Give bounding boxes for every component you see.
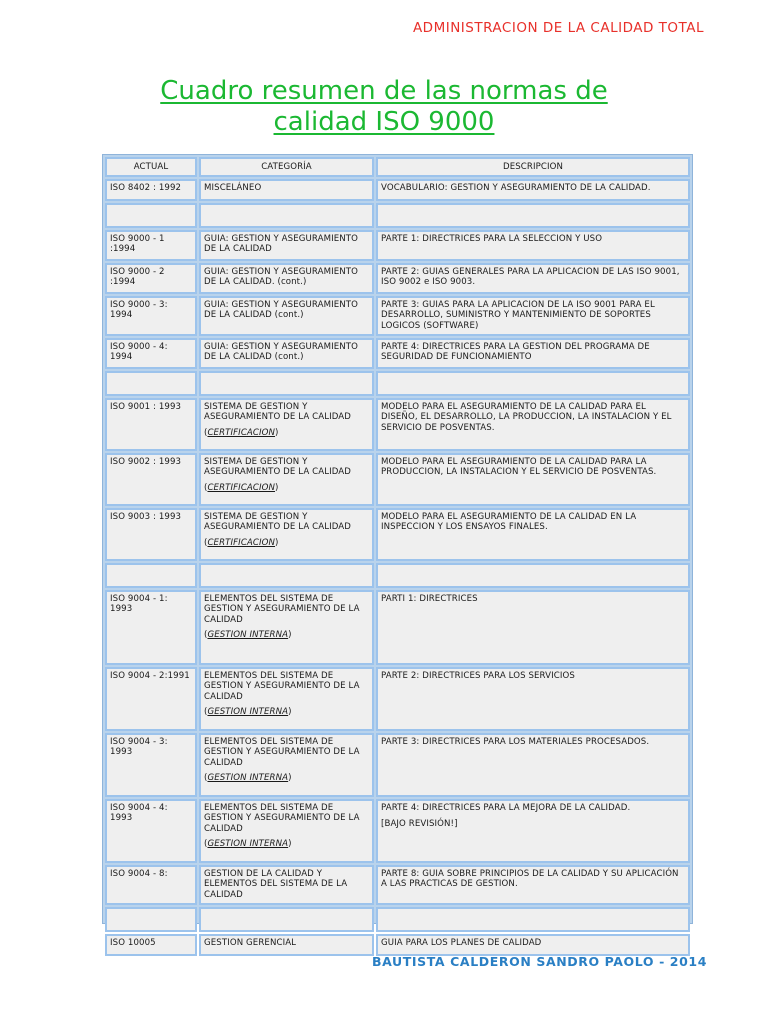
cell-actual: ISO 8402 : 1992 [105, 179, 197, 201]
categoria-text: SISTEMA DE GESTION Y ASEGURAMIENTO DE LA CALIDAD [204, 511, 352, 533]
cell-categoria: GUIA: GESTION Y ASEGURAMIENTO DE LA CALIDAD (cont.) [199, 296, 374, 336]
cell-categoria [199, 799, 374, 863]
cell-descripcion: PARTE 2: GUIAS GENERALES PARA LA APLICACION DE LAS ISO 9001, ISO 9002 e ISO 9003. [376, 263, 690, 294]
column-header-actual: ACTUAL [105, 157, 197, 177]
gestion-interna-link[interactable]: GESTION INTERNA [207, 839, 289, 850]
categoria-link-wrap: (GESTION INTERNA) [204, 839, 292, 850]
table-row [105, 230, 690, 261]
cell-descripcion: PARTI 1: DIRECTRICES [376, 590, 690, 665]
cell-actual: ISO 9000 - 3: 1994 [105, 296, 197, 336]
certificacion-link[interactable]: CERTIFICACION [207, 537, 276, 548]
cell-actual: ISO 9004 - 2:1991 [105, 667, 197, 731]
spacer-row [105, 563, 690, 588]
table-row [105, 934, 690, 956]
cell-categoria [199, 590, 374, 665]
table-row [105, 667, 690, 731]
categoria-link-wrap: (CERTIFICACION) [204, 537, 279, 548]
table-row [105, 453, 690, 506]
cell-actual: ISO 9004 - 1: 1993 [105, 590, 197, 665]
categoria-text: ELEMENTOS DEL SISTEMA DE GESTION Y ASEGURAMIENTO DE LA CALIDAD [204, 593, 360, 625]
table-row [105, 865, 690, 905]
cell-actual: ISO 9004 - 4: 1993 [105, 799, 197, 863]
categoria-link-wrap: (CERTIFICACION) [204, 427, 279, 438]
cell-descripcion: GUIA PARA LOS PLANES DE CALIDAD [376, 934, 690, 956]
table-row [105, 179, 690, 201]
gestion-interna-link[interactable]: GESTION INTERNA [207, 773, 289, 784]
cell-categoria [199, 508, 374, 561]
categoria-text: SISTEMA DE GESTION Y ASEGURAMIENTO DE LA CALIDAD [204, 401, 352, 423]
table-row [105, 733, 690, 797]
gestion-interna-link[interactable]: GESTION INTERNA [207, 707, 289, 718]
cell-categoria: GUIA: GESTION Y ASEGURAMIENTO DE LA CALIDAD (cont.) [199, 338, 374, 369]
categoria-text: ELEMENTOS DEL SISTEMA DE GESTION Y ASEGURAMIENTO DE LA CALIDAD [204, 802, 360, 834]
table-row [105, 338, 690, 369]
empty-cell [376, 907, 690, 932]
cell-actual: ISO 9004 - 8: [105, 865, 197, 905]
spacer-row [105, 203, 690, 228]
cell-descripcion: PARTE 8: GUIA SOBRE PRINCIPIOS DE LA CALIDAD Y SU APLICACIÓN A LAS PRACTICAS DE GESTION. [376, 865, 690, 905]
spacer-row [105, 371, 690, 396]
cell-categoria: GESTION GERENCIAL [199, 934, 374, 956]
categoria-text: SISTEMA DE GESTION Y ASEGURAMIENTO DE LA CALIDAD [204, 456, 352, 478]
cell-descripcion: PARTE 2: DIRECTRICES PARA LOS SERVICIOS [376, 667, 690, 731]
spacer-row [105, 907, 690, 932]
cell-categoria: MISCELÁNEO [199, 179, 374, 201]
table-row [105, 799, 690, 863]
categoria-link-wrap: (GESTION INTERNA) [204, 773, 292, 784]
page-footer: BAUTISTA CALDERON SANDRO PAOLO - 2014 [372, 954, 707, 969]
cell-categoria [199, 667, 374, 731]
categoria-link-wrap: (GESTION INTERNA) [204, 707, 292, 718]
page-header: ADMINISTRACION DE LA CALIDAD TOTAL [412, 20, 704, 36]
gestion-interna-link[interactable]: GESTION INTERNA [207, 630, 289, 641]
cell-actual: ISO 9000 - 2 :1994 [105, 263, 197, 294]
title-line-1: Cuadro resumen de las normas de [160, 76, 608, 106]
table-row [105, 508, 690, 561]
cell-categoria: GUIA: GESTION Y ASEGURAMIENTO DE LA CALIDAD [199, 230, 374, 261]
empty-cell [199, 907, 374, 932]
categoria-link-wrap: (CERTIFICACION) [204, 482, 279, 493]
cell-descripcion: PARTE 4: DIRECTRICES PARA LA GESTION DEL PROGRAMA DE SEGURIDAD DE FUNCIONAMIENTO [376, 338, 690, 369]
cell-categoria [199, 453, 374, 506]
cell-actual: ISO 10005 [105, 934, 197, 956]
empty-cell [199, 203, 374, 228]
cell-descripcion: MODELO PARA EL ASEGURAMIENTO DE LA CALIDAD EN LA INSPECCION Y LOS ENSAYOS FINALES. [376, 508, 690, 561]
cell-descripcion: PARTE 3: DIRECTRICES PARA LOS MATERIALES PROCESADOS. [376, 733, 690, 797]
cell-descripcion: MODELO PARA EL ASEGURAMIENTO DE LA CALIDAD PARA EL DISEÑO, EL DESARROLLO, LA PRODUCCION, LA INSTALACION Y EL SERVICIO DE POSVENTAS. [376, 398, 690, 451]
cell-actual: ISO 9003 : 1993 [105, 508, 197, 561]
empty-cell [105, 371, 197, 396]
cell-categoria: GUIA: GESTION Y ASEGURAMIENTO DE LA CALIDAD. (cont.) [199, 263, 374, 294]
cell-actual: ISO 9000 - 4: 1994 [105, 338, 197, 369]
empty-cell [199, 563, 374, 588]
certificacion-link[interactable]: CERTIFICACION [207, 482, 276, 493]
table-header-row [105, 157, 690, 177]
descripcion-text: PARTE 4: DIRECTRICES PARA LA MEJORA DE LA CALIDAD. [381, 802, 631, 813]
page-title [100, 76, 668, 138]
cell-descripcion [376, 799, 690, 863]
cell-actual: ISO 9004 - 3: 1993 [105, 733, 197, 797]
title-line-2: calidad ISO 9000 [273, 107, 495, 137]
iso-table [103, 155, 692, 958]
categoria-text: ELEMENTOS DEL SISTEMA DE GESTION Y ASEGURAMIENTO DE LA CALIDAD [204, 736, 360, 768]
cell-actual: ISO 9001 : 1993 [105, 398, 197, 451]
empty-cell [199, 371, 374, 396]
column-header-categoria: CATEGORÍA [199, 157, 374, 177]
cell-categoria: GESTION DE LA CALIDAD Y ELEMENTOS DEL SISTEMA DE LA CALIDAD [199, 865, 374, 905]
cell-descripcion: VOCABULARIO: GESTION Y ASEGURAMIENTO DE LA CALIDAD. [376, 179, 690, 201]
empty-cell [376, 563, 690, 588]
table-row [105, 296, 690, 336]
column-header-descripcion: DESCRIPCION [376, 157, 690, 177]
empty-cell [105, 907, 197, 932]
iso-table-container [102, 154, 693, 948]
cell-actual: ISO 9002 : 1993 [105, 453, 197, 506]
categoria-text: ELEMENTOS DEL SISTEMA DE GESTION Y ASEGURAMIENTO DE LA CALIDAD [204, 670, 360, 702]
cell-descripcion: MODELO PARA EL ASEGURAMIENTO DE LA CALIDAD PARA LA PRODUCCION, LA INSTALACION Y EL SERVICIO DE POSVENTAS. [376, 453, 690, 506]
cell-categoria [199, 733, 374, 797]
cell-descripcion: PARTE 3: GUIAS PARA LA APLICACION DE LA ISO 9001 PARA EL DESARROLLO, SUMINISTRO Y MANTENIMIENTO DE SOPORTES LOGICOS (SOFTWARE) [376, 296, 690, 336]
categoria-link-wrap: (GESTION INTERNA) [204, 630, 292, 641]
table-row [105, 398, 690, 451]
revision-note: [BAJO REVISIÓN!] [381, 819, 458, 830]
empty-cell [376, 371, 690, 396]
empty-cell [105, 203, 197, 228]
certificacion-link[interactable]: CERTIFICACION [207, 427, 276, 438]
cell-categoria [199, 398, 374, 451]
empty-cell [105, 563, 197, 588]
empty-cell [376, 203, 690, 228]
table-row [105, 263, 690, 294]
cell-actual: ISO 9000 - 1 :1994 [105, 230, 197, 261]
table-row [105, 590, 690, 665]
cell-descripcion: PARTE 1: DIRECTRICES PARA LA SELECCION Y USO [376, 230, 690, 261]
